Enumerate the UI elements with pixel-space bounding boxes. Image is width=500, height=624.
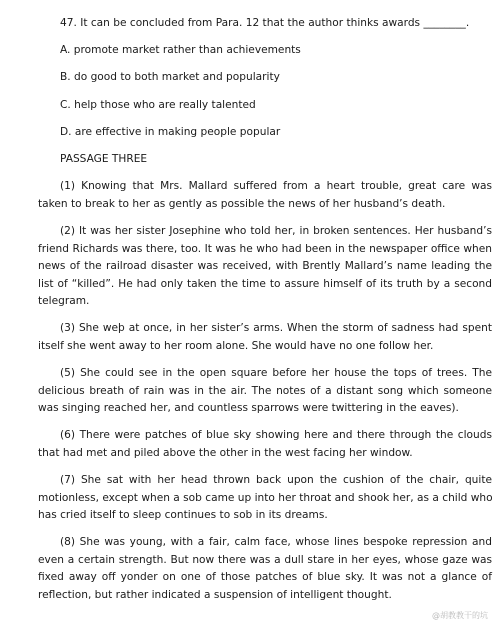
paragraph-line: (7) She sat with her head thrown back upon the cushion of the chair, quite <box>60 474 492 486</box>
watermark: @胡教教干的坑 <box>432 611 488 620</box>
option-a: A. promote market rather than achievements <box>60 44 301 56</box>
paragraph-line: fixed away off yonder on one of those patches of blue sky. It was not a glance of <box>38 571 492 583</box>
paragraph-line: reflection, but rather indicated a suspension of intelligent thought. <box>38 589 392 601</box>
paragraph-line: motionless, except when a sob came up into her throat and shook her, as a child who <box>38 492 493 504</box>
paragraph-line: (5) She could see in the open square before her house the tops of trees. The <box>60 367 492 379</box>
paragraph-line: has cried itself to sleep continues to sob in its dreams. <box>38 509 328 521</box>
option-d: D. are effective in making people popular <box>60 126 281 138</box>
paragraph-line: (8) She was young, with a fair, calm face, whose lines bespoke repression and <box>60 536 492 548</box>
paragraph-line: (2) It was her sister Josephine who told her, in broken sentences. Her husband’s <box>60 225 492 237</box>
paragraph-line: was singing reached her, and countless sparrows were twittering in the eaves). <box>38 402 459 414</box>
paragraph-line: even a certain strength. But now there was a dull stare in her eyes, whose gaze was <box>38 554 492 566</box>
passage-heading: PASSAGE THREE <box>60 153 148 165</box>
paragraph-line: news of the railroad disaster was received, with Brently Mallard’s name leading the <box>38 260 492 272</box>
paragraph-line: (6) There were patches of blue sky showing here and there through the clouds <box>60 429 492 441</box>
paragraph-line: that had met and piled above the other in the west facing her window. <box>38 447 413 459</box>
paragraph-line: itself she went away to her room alone. She would have no one follow her. <box>38 340 434 352</box>
option-c: C. help those who are really talented <box>60 99 256 111</box>
paragraph-line: delicious breath of rain was in the air. The notes of a distant song which someone <box>38 385 492 397</box>
paragraph-line: telegram. <box>38 295 90 307</box>
paragraph-line: list of “killed”. He had only taken the time to assure himself of its truth by a second <box>38 278 492 290</box>
option-b: B. do good to both market and popularity <box>60 71 280 83</box>
paragraph-line: taken to break to her as gently as possible the news of her husband’s death. <box>38 198 446 210</box>
question-stem: 47. It can be concluded from Para. 12 that the author thinks awards ________. <box>60 17 470 29</box>
paragraph-line: friend Richards was there, too. It was he who had been in the newspaper office when <box>38 243 492 255</box>
paragraph-line: (3) She weþ at once, in her sister’s arms. When the storm of sadness had spent <box>60 322 492 334</box>
paragraph-line: (1) Knowing that Mrs. Mallard suffered from a heart trouble, great care was <box>60 180 492 192</box>
